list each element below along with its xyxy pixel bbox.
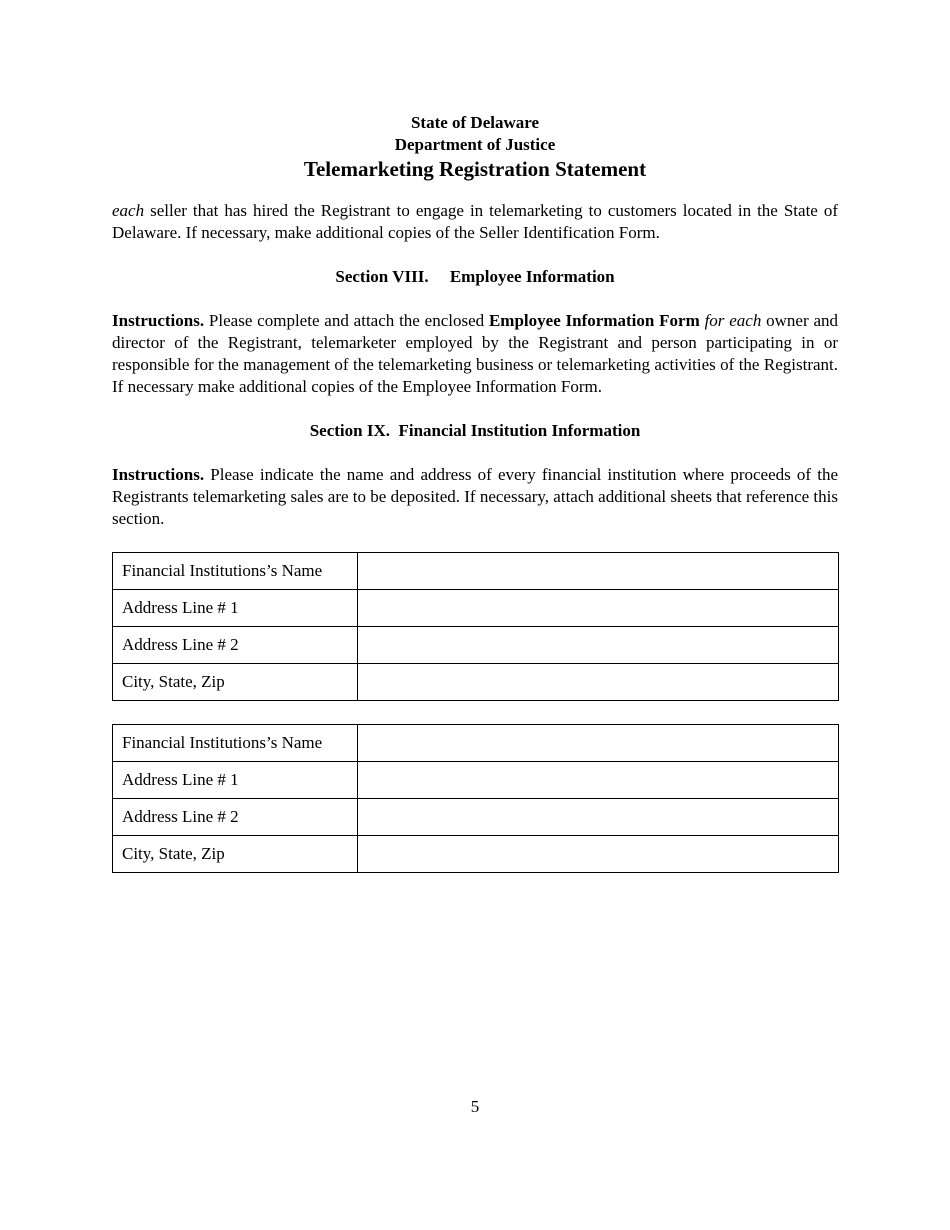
section-9-heading: Section IX. Financial Institution Information (309, 421, 641, 440)
document-title: Telemarketing Registration Statement (303, 157, 647, 181)
city-state-zip-field[interactable] (358, 664, 839, 701)
table-row (113, 627, 839, 664)
institution-name-field[interactable] (358, 725, 839, 762)
field-label: Address Line # 2 (113, 627, 358, 664)
financial-institution-table-1 (112, 552, 839, 701)
department-heading: Department of Justice (394, 135, 556, 154)
continuation-text: seller that has hired the Registrant to engage in telemarketing to customers located in the State of Delaware. If necessary, make additional copies of the Seller Identification Form. (112, 201, 838, 242)
field-label: City, State, Zip (113, 836, 358, 873)
field-label: City, State, Zip (113, 664, 358, 701)
section-8-instructions: Instructions. Please complete and attach the enclosed Employee Information Form for each owner and director of the Registrant, telemarketer employed by the Registrant and person participating in or responsible for the management of the telemarketing business or telemarketing activities of the Registrant. If necessary make additional copies of the Employee Information Form. (112, 311, 838, 396)
table-row (113, 553, 839, 590)
financial-institution-table-2 (112, 724, 839, 873)
table-row (113, 762, 839, 799)
section-9-instructions: Instructions. Please indicate the name and address of every financial institution where proceeds of the Registrants telemarketing sales are to be deposited. If necessary, attach additional sheets that reference this section. (112, 465, 838, 528)
section-8-heading: Section VIII. Employee Information (335, 267, 615, 286)
table-row (113, 799, 839, 836)
city-state-zip-field[interactable] (358, 836, 839, 873)
table-row (113, 836, 839, 873)
field-label: Financial Institutions’s Name (113, 725, 358, 762)
address-line-1-field[interactable] (358, 762, 839, 799)
continuation-paragraph (112, 200, 838, 244)
instructions-label: Instructions. (112, 311, 205, 330)
table-row (113, 725, 839, 762)
field-label: Financial Institutions’s Name (113, 553, 358, 590)
state-heading: State of Delaware (410, 113, 540, 132)
field-label: Address Line # 1 (113, 590, 358, 627)
table-row (113, 664, 839, 701)
continuation-italic: each (112, 201, 145, 220)
address-line-2-field[interactable] (358, 799, 839, 836)
address-line-2-field[interactable] (358, 627, 839, 664)
instructions-label: Instructions. (112, 465, 205, 484)
employee-form-name: Employee Information Form (488, 311, 700, 330)
field-label: Address Line # 2 (113, 799, 358, 836)
page-number: 5 (470, 1097, 480, 1116)
institution-name-field[interactable] (358, 553, 839, 590)
address-line-1-field[interactable] (358, 590, 839, 627)
field-label: Address Line # 1 (113, 762, 358, 799)
table-row (113, 590, 839, 627)
